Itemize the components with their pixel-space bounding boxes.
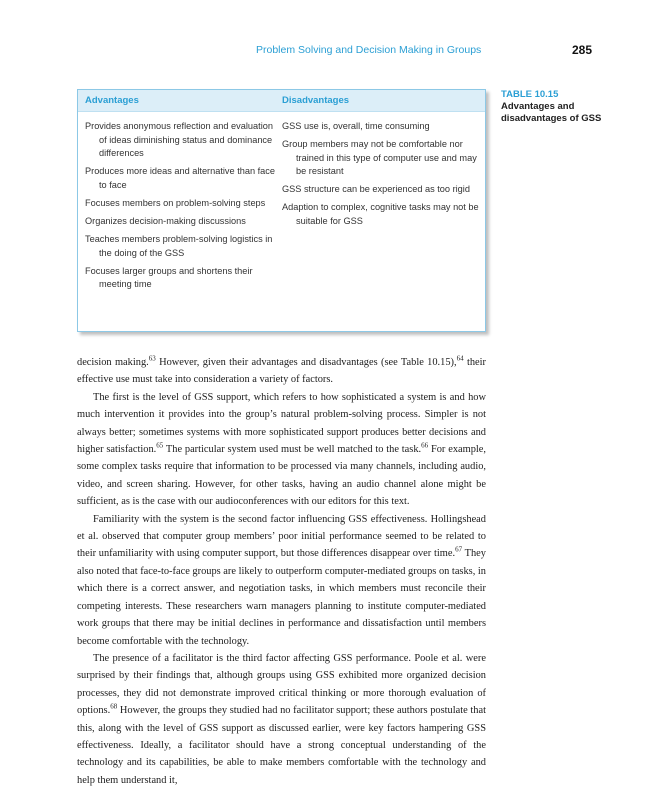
column-header-disadvantages: Disadvantages bbox=[282, 95, 350, 106]
text-run: The particular system used must be well matched to the task. bbox=[163, 444, 422, 456]
disadvantage-item: Adaption to complex, cognitive tasks may not be suitable for GSS bbox=[282, 202, 479, 227]
footnote-ref: 66 bbox=[421, 441, 429, 450]
footnote-ref: 68 bbox=[110, 702, 118, 711]
text-run: For example, some complex tasks require that information to be processed via many channels, including audio, video, and screen sharing. However, for other tasks, having an audio channel alone might be sufficient, as is the case with our audioconferences with our editors for this text. bbox=[77, 444, 486, 508]
advantage-item: Organizes decision-making discussions bbox=[85, 216, 246, 227]
paragraph bbox=[77, 511, 486, 650]
text-run: Familiarity with the system is the second factor influencing GSS effectiveness. Hollingshead et al. observed that computer group members’ poor initial performance seemed to be related to their unfamiliarity with using computer support, but those differences disappear over time. bbox=[77, 513, 486, 560]
advantage-item: Produces more ideas and alternative than face to face bbox=[85, 166, 275, 190]
disadvantage-item: Group members may not be comfortable nor trained in this type of computer use and may be resistant bbox=[282, 139, 477, 177]
body-text bbox=[77, 354, 486, 789]
page-number: 285 bbox=[572, 43, 593, 57]
text-run: However, the groups they studied had no facilitator support; these authors postulate that this, along with the level of GSS support as discussed earlier, were key factors hampering GSS effectiveness. Ideally, a facilitator should have a strong conceptual understanding of the technology and its capabilities, be able to make members comfortable with the technology and help them understand it, bbox=[77, 705, 486, 786]
paragraph bbox=[77, 354, 486, 389]
footnote-ref: 65 bbox=[156, 441, 164, 450]
footnote-ref: 64 bbox=[456, 354, 464, 363]
text-run: decision making. bbox=[77, 357, 149, 368]
text-run: The presence of a facilitator is the third factor affecting GSS performance. Poole et al. were surprised by their findings that, although groups using GSS exhibited more organized decision processes, they did not demonstrate improved critical thinking or more thorough evaluation of options. bbox=[77, 652, 486, 717]
paragraph bbox=[77, 389, 486, 511]
text-run: They also noted that face-to-face groups are likely to outperform computer-mediated groups on tasks, in which there is a correct answer, and negotiation tasks, in which members must reconcile their competing interests. These researchers warn managers planning to institute computer-mediated work groups that there may be initial declines in performance and dissatisfaction until members become comfortable with the technology. bbox=[77, 548, 486, 647]
table-header-row bbox=[78, 90, 485, 112]
footnote-ref: 63 bbox=[148, 354, 156, 363]
advantages-column bbox=[85, 120, 277, 297]
text-run: their effective use must take into consideration a variety of factors. bbox=[77, 357, 486, 386]
running-title: Problem Solving and Decision Making in Groups bbox=[256, 44, 482, 56]
text-run: However, given their advantages and disadvantages (see Table 10.15), bbox=[155, 357, 457, 368]
advantage-item: Teaches members problem-solving logistics in the doing of the GSS bbox=[85, 234, 273, 258]
text-run: The first is the level of GSS support, which refers to how sophisticated a system is and how much intervention it provides into the group’s natural problem-solving process. Simpler is not always better; sometimes systems with more sophisticated support produces better decisions and higher satisfaction. bbox=[77, 391, 486, 456]
paragraph bbox=[77, 650, 486, 789]
table-caption bbox=[501, 89, 611, 125]
disadvantage-item: GSS structure can be experienced as too rigid bbox=[282, 184, 470, 195]
disadvantage-item: GSS use is, overall, time consuming bbox=[282, 121, 430, 131]
table-title: Advantages and disadvantages of GSS bbox=[501, 101, 602, 124]
gss-table bbox=[77, 89, 486, 332]
advantage-item: Focuses larger groups and shortens their meeting time bbox=[85, 265, 253, 290]
advantage-item: Provides anonymous reflection and evaluation of ideas diminishing status and dominance differences bbox=[85, 121, 273, 159]
column-header-advantages: Advantages bbox=[85, 95, 139, 106]
table-label: TABLE 10.15 bbox=[501, 89, 559, 100]
advantage-item: Focuses members on problem-solving steps bbox=[85, 197, 266, 208]
disadvantages-column bbox=[282, 120, 482, 233]
footnote-ref: 67 bbox=[455, 546, 463, 554]
